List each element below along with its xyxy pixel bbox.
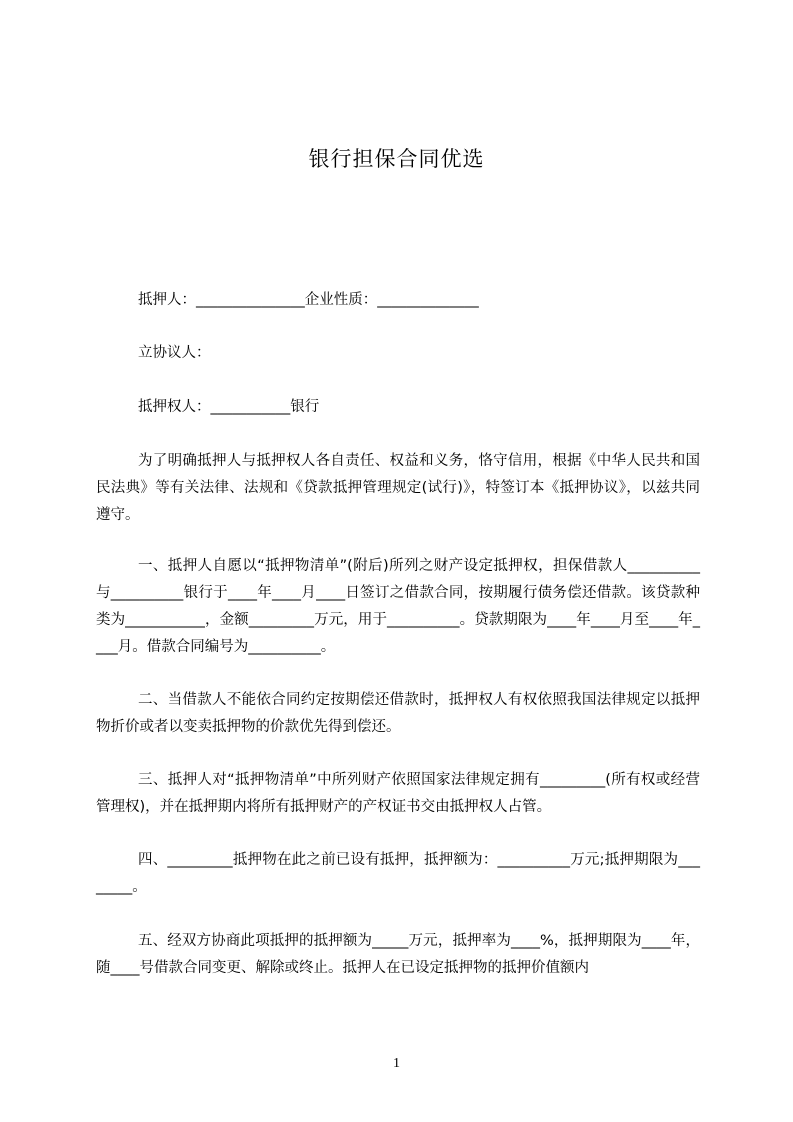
clause-1: 一、抵押人自愿以“抵押物清单”(附后)所列之财产设定抵押权，担保借款人__________与__________银行于____年____月____日签订之借款合同，按期履行债务偿还借款。该贷款种类为___________，金额_________万元，用于__________。贷款期限为____年____月至____年____月。借款合同编号为__________。 <box>96 558 700 655</box>
preamble-paragraph: 为了明确抵押人与抵押权人各自责任、权益和义务，恪守信用，根据《中华人民共和国民法典》等有关法律、法规和《贷款抵押管理规定(试行)》，特签订本《抵押协议》，以兹共同遵守。 <box>96 453 700 523</box>
clause-5: 五、经双方协商此项抵押的抵押额为_____万元，抵押率为____%，抵押期限为____年，随____号借款合同变更、解除或终止。抵押人在已设定抵押物的抵押价值额内 <box>96 933 700 976</box>
page-number: 1 <box>393 1056 400 1071</box>
clause-2: 二、当借款人不能依合同约定按期偿还借款时，抵押权人有权依照我国法律规定以抵押物折价或者以变卖抵押物的价款优先得到偿还。 <box>96 692 700 735</box>
pledgor-line: 抵押人：_______________企业性质：______________ <box>138 292 479 308</box>
pledgee-line: 抵押权人：___________银行 <box>138 399 320 415</box>
clause-3: 三、抵押人对“抵押物清单”中所列财产依照国家法律规定拥有_________(所有权或经营管理权)，并在抵押期内将所有抵押财产的产权证书交由抵押权人占管。 <box>96 772 700 815</box>
document-title: 银行担保合同优选 <box>308 147 485 171</box>
agreement-party-line: 立协议人： <box>138 345 211 361</box>
clause-4: 四、_________抵押物在此之前已设有抵押，抵押额为：__________万元;抵押期限为________。 <box>96 852 700 895</box>
